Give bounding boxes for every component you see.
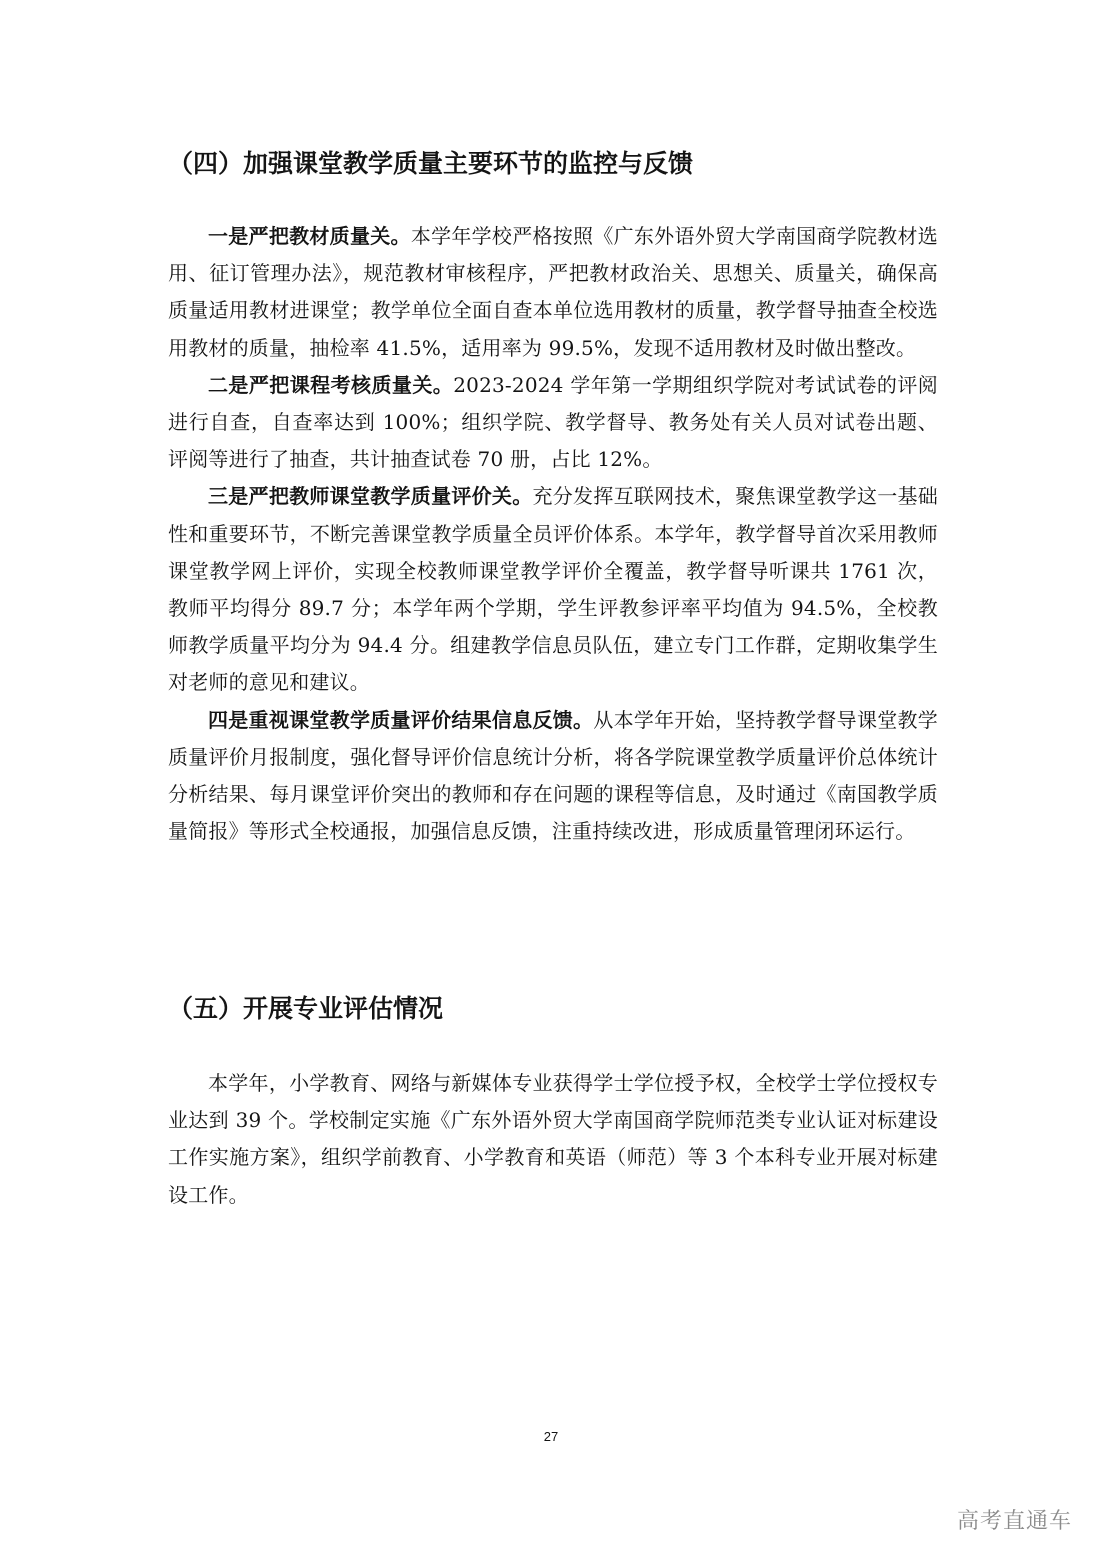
paragraph-textbook-quality — [168, 218, 938, 367]
paragraph-lead: 四是重视课堂教学质量评价结果信息反馈。 — [208, 707, 594, 732]
paragraph-lead: 三是严把教师课堂教学质量评价关。 — [208, 484, 533, 509]
section-4-body — [168, 218, 938, 850]
paragraph-lead: 二是严把课程考核质量关。 — [208, 372, 454, 397]
page-number: 27 — [543, 1429, 559, 1444]
paragraph-text: 本学年学校严格按照《广东外语外贸大学南国商学院教材选用、征订管理办法》，规范教材审核程序，严把教材政治关、思想关、质量关，确保高质量适用教材进课堂；教学单位全面自查本单位选用教材的质量，教学督导抽查全校选用教材的质量，抽检率 41.5%，适用率为 99.5%，发现不适用教材及时做出整改。 — [168, 224, 939, 360]
paragraph-text: 充分发挥互联网技术，聚焦课堂教学这一基础性和重要环节，不断完善课堂教学质量全员评价体系。本学年，教学督导首次采用教师课堂教学网上评价，实现全校教师课堂教学评价全覆盖，教学督导听课共 1761 次，教师平均得分 89.7 分；本学年两个学期，学生评教参评率平均值为 94.5%，全校教师教学质量平均分为 94.4 分。组建教学信息员队伍，建立专门工作群，定期收集学生对老师的意见和建议。 — [168, 484, 939, 695]
paragraph-feedback — [168, 702, 938, 851]
watermark: 高考直通车 — [956, 1509, 1072, 1534]
paragraph-text: 2023-2024 学年第一学期组织学院对考试试卷的评阅进行自查，自查率达到 100%；组织学院、教学督导、教务处有关人员对试卷出题、评阅等进行了抽查，共计抽查试卷 70 册，占比 12%。 — [168, 372, 938, 472]
section-4-heading: （四）加强课堂教学质量主要环节的监控与反馈 — [168, 149, 694, 178]
paragraph-program-evaluation — [168, 1065, 938, 1214]
paragraph-teacher-evaluation — [168, 478, 938, 701]
paragraph-lead: 一是严把教材质量关。 — [208, 224, 411, 248]
paragraph-course-assessment — [168, 367, 938, 479]
section-5-body — [168, 1065, 938, 1214]
paragraph-text: 从本学年开始，坚持教学督导课堂教学质量评价月报制度，强化督导评价信息统计分析，将各学院课堂教学质量评价总体统计分析结果、每月课堂评价突出的教师和存在问题的课程等信息，及时通过《南国教学质量简报》等形式全校通报，加强信息反馈，注重持续改进，形成质量管理闭环运行。 — [168, 707, 938, 844]
section-5-heading: （五）开展专业评估情况 — [168, 994, 444, 1023]
paragraph-text: 本学年，小学教育、网络与新媒体专业获得学士学位授予权，全校学士学位授权专业达到 39 个。学校制定实施《广东外语外贸大学南国商学院师范类专业认证对标建设工作实施方案》，组织学前教育、小学教育和英语（师范）等 3 个本科专业开展对标建设工作。 — [168, 1071, 938, 1207]
